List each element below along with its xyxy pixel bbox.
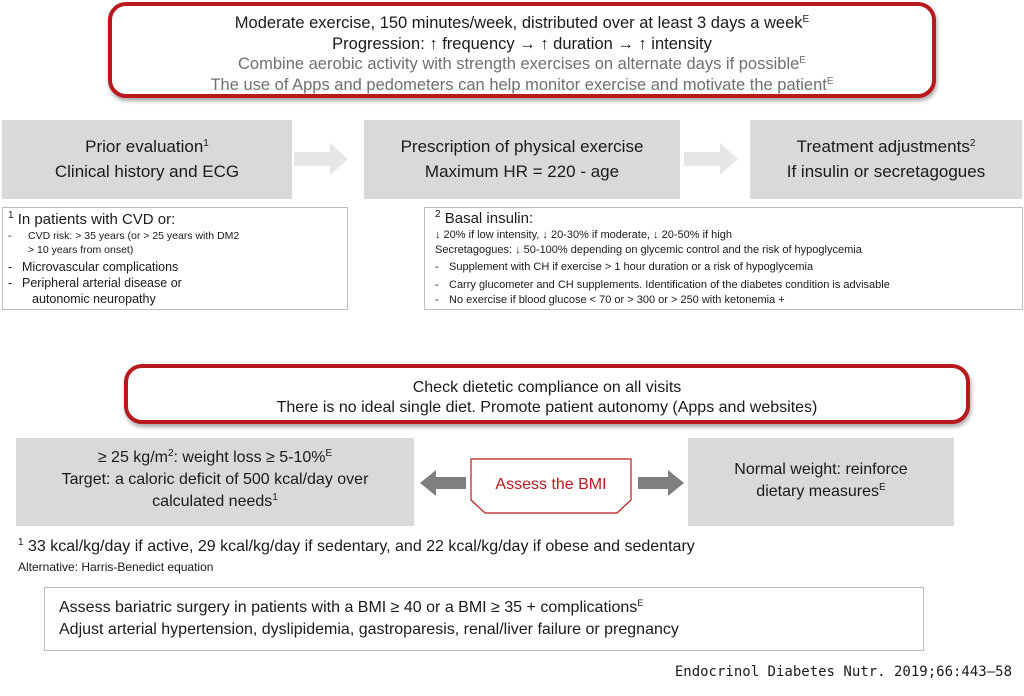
citation: Endocrinol Diabetes Nutr. 2019;66:443–58 [674,664,1012,680]
insulin-note-item: - Carry glucometer and CH supplements. Identification of the diabetes condition is advisable [435,279,890,291]
insulin-note-box [424,207,1023,310]
right-arrow-icon [294,143,348,175]
cvd-note-item: autonomic neuropathy [32,292,156,306]
exercise-recommendations-box [108,2,936,98]
prescription-sub: Maximum HR = 220 - age [424,162,620,181]
right-arrow-icon [638,470,684,496]
treatment-sub: If insulin or secretagogues [786,162,986,181]
overweight-line-1: ≥ 25 $kg/m^2$: weight loss ≥ 5-10%$^E$ [97,448,333,466]
prior-evaluation-title: Prior evaluation$^1$ [85,137,209,156]
harris-benedict-note: Alternative: Harris-Benedict equation [18,560,214,574]
insulin-note-title: $^2$ Basal insulin: [435,209,534,227]
bariatric-line-1: Assess bariatric surgery in patients with a BMI ≥ 40 or a BMI ≥ 35 + complications$^E$ [59,598,644,616]
normal-weight-box [688,438,954,526]
exercise-line-2: Progression: ↑ frequency → ↑ duration → ↑ intensity [332,34,712,53]
assess-bmi-label: Assess the BMI [495,476,607,493]
exercise-line-4: The use of Apps and pedometers can help monitor exercise and motivate the patient$^E$ [210,75,834,94]
insulin-note-line-2: Secretagogues: ↓ 50-100% depending on glycemic control and the risk of hypoglycemia [435,244,862,256]
overweight-line-2: Target: a caloric deficit of 500 kcal/day over [61,471,369,488]
dietetic-compliance-box [124,364,970,424]
diet-line-2: There is no ideal single diet. Promote patient autonomy (Apps and websites) [276,399,818,416]
overweight-box [16,438,414,526]
cvd-note-item: - Peripheral arterial disease or [8,276,182,290]
kcal-footnote: $^1$ 33 kcal/kg/day if active, 29 kcal/kg/day if sedentary, and 22 kcal/kg/day if obese and sedentary [18,537,695,555]
exercise-prescription-box [364,120,680,199]
right-arrow-icon [684,143,738,175]
exercise-line-3: Combine aerobic activity with strength exercises on alternate days if possible$^E$ [238,55,806,73]
insulin-note-item: - Supplement with CH if exercise > 1 hour duration or a risk of hypoglycemia [435,261,814,273]
insulin-note-item: - No exercise if blood glucose < 70 or > 300 or > 250 with ketonemia + [435,294,785,306]
diet-line-1: Check dietetic compliance on all visits [412,379,682,396]
normal-weight-line-1: Normal weight: reinforce [734,461,908,478]
treatment-adjustments-box [750,120,1022,199]
cvd-note-title: $^1$ In patients with CVD or: [8,210,176,228]
prior-evaluation-box [2,120,292,199]
exercise-line-1: Moderate exercise, 150 minutes/week, distributed over at least 3 days a week$^E$ [234,14,810,32]
bariatric-line-2: Adjust arterial hypertension, dyslipidemia, gastroparesis, renal/liver failure or pregnancy [59,621,679,638]
treatment-title: Treatment adjustments$^2$ [796,137,976,156]
bariatric-box [44,587,924,651]
cvd-note-item: - Microvascular complications [8,260,179,274]
insulin-note-line-1: ↓ 20% if low intensity, ↓ 20-30% if moderate, ↓ 20-50% if high [435,229,732,241]
overweight-line-3: calculated needs$^1$ [152,492,278,510]
prior-evaluation-sub: Clinical history and ECG [54,162,240,181]
cvd-note-item: - CVD risk: > 35 years (or > 25 years with DM2 [8,230,240,242]
normal-weight-line-2: dietary measures$^E$ [756,482,886,500]
prescription-title: Prescription of physical exercise [400,137,644,156]
cvd-note-box [2,207,348,310]
cvd-note-item: > 10 years from onset) [28,244,134,256]
left-arrow-icon [420,470,466,496]
